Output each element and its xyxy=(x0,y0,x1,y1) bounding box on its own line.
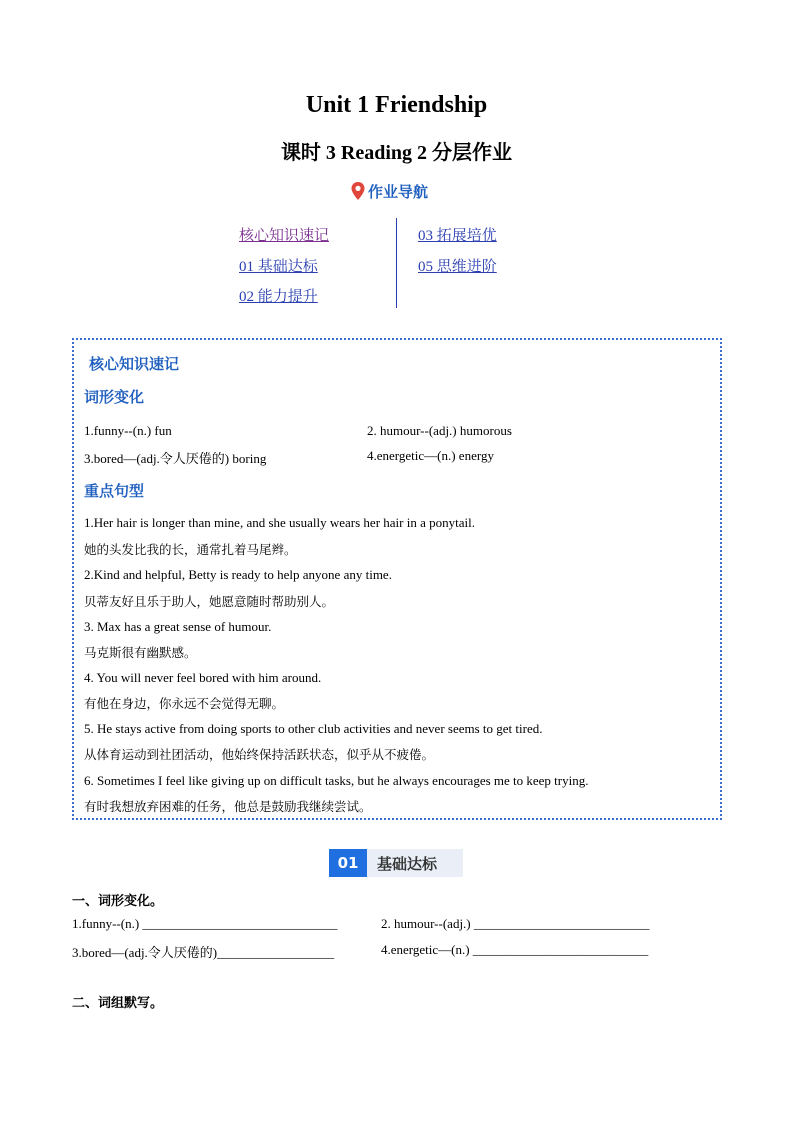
question-heading: 一、词形变化。 xyxy=(72,894,164,909)
sentence-en: 5. He stays active from doing sports to other club activities and never seems to get tired. xyxy=(84,721,543,736)
question-heading: 二、词组默写。 xyxy=(72,996,164,1011)
sentence-en: 6. Sometimes I feel like giving up on difficult tasks, but he always encourages me to keep trying. xyxy=(84,773,589,788)
fill-blank-item: 3.bored—(adj.令人厌倦的)__________________ xyxy=(72,945,335,960)
sentence-cn: 从体育运动到社团活动，他始终保持活跃状态，似乎从不疲倦。 xyxy=(84,747,435,762)
nav-link-extension[interactable]: 03 拓展培优 xyxy=(418,228,497,244)
sentence-en: 4. You will never feel bored with him around. xyxy=(84,670,322,685)
page-subtitle: 课时 3 Reading 2 分层作业 xyxy=(280,142,513,164)
nav-link-thinking[interactable]: 05 思维进阶 xyxy=(418,259,497,275)
sentence-cn: 马克斯很有幽默感。 xyxy=(84,645,197,660)
word-forms-heading: 词形变化 xyxy=(84,388,145,406)
section-number: 01 xyxy=(329,849,367,877)
word-form-item: 1.funny--(n.) fun xyxy=(84,423,172,438)
sentence-cn: 有时我想放弃困难的任务，他总是鼓励我继续尝试。 xyxy=(84,799,372,814)
word-form-item: 3.bored—(adj.令人厌倦的) boring xyxy=(84,451,267,466)
nav-link-ability[interactable]: 02 能力提升 xyxy=(239,289,318,305)
fill-blank-item: 4.energetic—(n.) ___________________________ xyxy=(381,942,649,957)
key-sentences-heading: 重点句型 xyxy=(84,482,145,500)
page-title: Unit 1 Friendship xyxy=(305,92,488,118)
sentence-cn: 贝蒂友好且乐于助人，她愿意随时帮助别人。 xyxy=(84,594,335,609)
sentence-en: 2.Kind and helpful, Betty is ready to help anyone any time. xyxy=(84,567,392,582)
sentence-cn: 有他在身边，你永远不会觉得无聊。 xyxy=(84,696,285,711)
location-pin-icon xyxy=(350,181,366,201)
fill-blank-item: 1.funny--(n.) ______________________________ xyxy=(72,916,338,931)
nav-link-core-knowledge[interactable]: 核心知识速记 xyxy=(239,228,330,244)
nav-heading xyxy=(350,180,428,202)
sentence-en: 3. Max has a great sense of humour. xyxy=(84,619,272,634)
nav-divider xyxy=(396,218,397,308)
nav-heading-label: 作业导航 xyxy=(368,182,429,201)
sentence-en: 1.Her hair is longer than mine, and she usually wears her hair in a ponytail. xyxy=(84,515,475,530)
fill-blank-item: 2. humour--(adj.) ___________________________ xyxy=(381,916,650,931)
nav-link-basic[interactable]: 01 基础达标 xyxy=(239,259,318,275)
word-form-item: 2. humour--(adj.) humorous xyxy=(367,423,512,438)
core-knowledge-heading: 核心知识速记 xyxy=(89,355,180,373)
section-label: 基础达标 xyxy=(367,849,463,877)
section-badge xyxy=(329,849,463,877)
sentence-cn: 她的头发比我的长，通常扎着马尾辫。 xyxy=(84,542,297,557)
word-form-item: 4.energetic—(n.) energy xyxy=(367,448,494,463)
